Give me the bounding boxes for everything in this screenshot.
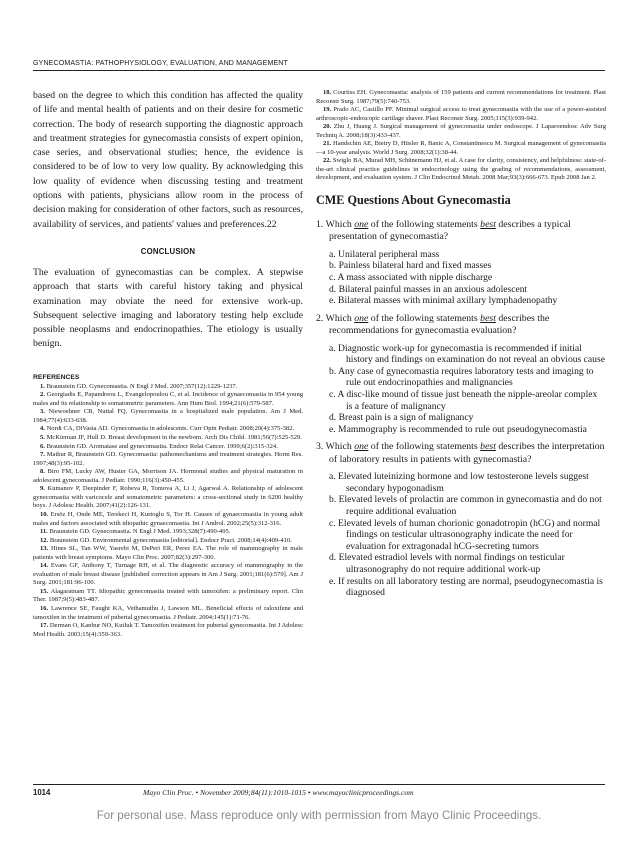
question-stem-text: of the following statements xyxy=(368,219,481,231)
question-stem-text: of the following statements xyxy=(368,312,481,324)
reference-number: 13. xyxy=(40,545,49,553)
reference-number: 8. xyxy=(40,468,45,476)
footer-rule xyxy=(33,784,605,785)
reference-text: Biro FM, Lucky AW, Huster GA, Morrison JA. Hormonal studies and physical maturation in adolescent gynecomastia. J Pediatr. 1990;116(3):450-455. xyxy=(33,468,303,484)
reference-text: Niewoehner CB, Nuttal FQ. Gynecomastia in a hospitalized male population. Am J Med. 1984;77(4):633-638. xyxy=(33,408,303,424)
reference-text: Kumanov P, Deepinder F, Robeva R, Tomova A, Li J, Agarwal A. Relationship of adolescent gynecomastia with varicocele and somatometric parameters: a cross-sectional study in 6200 healthy boys. J Adolesc Health. 2007;41(2):126-131. xyxy=(33,485,303,510)
question-emphasis: one xyxy=(354,441,369,453)
reference-number: 7. xyxy=(40,451,45,459)
answer-option: e. Mammography is recommended to rule out pseudogynecomastia xyxy=(329,423,587,435)
question-emphasis: one xyxy=(354,219,369,231)
reference-text: Georgiadis E, Papandreou L, Evangelopoulou C, et al. Incidence of gynaecomastia in 954 young males and its relationship to somatometric parameters. Ann Hum Biol. 1994;21(6):579-587. xyxy=(33,391,303,407)
answer-option: c. A mass associated with nipple discharge xyxy=(329,272,493,284)
question-stem-text: 1. Which xyxy=(316,219,355,231)
reference-list-right xyxy=(316,89,606,183)
running-head: GYNECOMASTIA: PATHOPHYSIOLOGY, EVALUATION, AND MANAGEMENT xyxy=(33,59,288,67)
reference-text: Derman O, Kanbur NO, Kutluk T. Tamoxifen treatment for pubertal gynecomastia. Int J Adolesc Med Health. 2003;15(4):359-363. xyxy=(33,622,303,638)
page-footer xyxy=(33,788,605,802)
reference-text: Mathur R, Braunstein GD. Gynecomastia: pathomechanisms and treatment strategies. Horm Res. 1997;48(3):95-102. xyxy=(33,451,303,467)
question-stem xyxy=(316,313,606,338)
reference-number: 12. xyxy=(40,536,49,544)
reference-text: Nordt CA, DiVasta AD. Gynecomastia in adolescents. Curr Opin Pediatr. 2008;20(4):375-382. xyxy=(46,425,295,433)
reference-item xyxy=(33,391,303,408)
question-stem xyxy=(316,441,606,466)
reference-item xyxy=(316,89,606,106)
reference-number: 16. xyxy=(40,604,49,612)
permission-notice: For personal use. Mass reproduce only with permission from Mayo Clinic Proceedings. xyxy=(96,809,542,822)
answer-option: c. A disc-like mound of tissue just beneath the nipple-areolar complex is a feature of malignancy xyxy=(329,388,598,412)
reference-item xyxy=(33,545,303,562)
answer-option: c. Elevated levels of human chorionic gonadotropin (hCG) and normal findings on testicular ultrasonography indicate the need for evaluation for extragonadal hCG-secreting tumors xyxy=(329,517,601,552)
reference-text: Zhu J, Huang J. Surgical management of gynecomastia under endoscope. J Laparoendosc Adv Surg Techniq A. 2008;18(3):433-437. xyxy=(316,123,606,139)
reference-number: 10. xyxy=(40,510,49,518)
reference-text: McKiernan JF, Hull D. Breast development in the newborn. Arch Dis Child. 1981;56(7):525-529. xyxy=(46,434,302,442)
question-stem-text: 2. Which xyxy=(316,312,355,324)
reference-item xyxy=(33,383,303,392)
reference-text: Braunstein GD. Environmental gynecomastia [editorial]. Endocr Pract. 2008;14(4):409-410. xyxy=(49,536,292,544)
reference-number: 11. xyxy=(40,528,48,536)
answer-option: b. Painless bilateral hard and fixed masses xyxy=(329,260,492,272)
reference-number: 20. xyxy=(323,123,332,131)
reference-item xyxy=(33,622,303,639)
reference-number: 4. xyxy=(40,425,45,433)
cme-heading: CME Questions About Gynecomastia xyxy=(316,193,511,208)
reference-list-left xyxy=(33,383,303,639)
reference-number: 15. xyxy=(40,587,49,595)
reference-item xyxy=(33,408,303,425)
answer-option: d. Elevated estradiol levels with normal findings on testicular ultrasonography do not require additional work-up xyxy=(329,552,565,575)
reference-number: 9. xyxy=(40,485,45,493)
reference-text: Swiglo BA, Murad MH, Schünemann HJ, et al. A case for clarity, consistency, and helpfulness: state-of-the-art clinical practice guidelines in endocrinology using the grading of recommendations, assessment, development, and evaluation system. J Clin Endocrinol Metab. 2008 Mar;93(3):666-673. Epub 2008 Jan 2. xyxy=(316,157,606,182)
question-emphasis: best xyxy=(480,441,496,453)
reference-text: Prado AC, Castillo PF. Minimal surgical access to treat gynecomastia with the use of a power-assisted arthroscopic-endoscopic cartilage shaver. Plast Reconstr Surg. 2005;115(3):939-942. xyxy=(316,106,606,122)
reference-item xyxy=(33,528,303,537)
reference-text: Braunstein GD. Gynecomastia. N Engl J Med. 2007;357(12):1229-1237. xyxy=(46,382,238,390)
reference-number: 19. xyxy=(323,106,332,114)
answer-option: a. Diagnostic work-up for gynecomastia is recommended if initial history and findings on examination do not reveal an obvious cause xyxy=(329,342,605,366)
reference-item xyxy=(316,157,606,183)
question-stem xyxy=(316,219,606,244)
answer-option: b. Elevated levels of prolactin are common in gynecomastia and do not require additional evaluation xyxy=(329,494,602,517)
body-paragraph: based on the degree to which this condition has affected the quality of life and mental health of patients and on their desire for cosmetic correction. The body of research supporting the diagnostic approach and treatment strategies for gynecomastia consists of expert opinion, case series, and observational studies; hence, the evidence is considered to be of low to very low quality. By acknowledging this low quality of evidence when discussing testing and treatment options with patients, physicians allow room in the process of decision making for consideration of other factors, such as resources, availability of services, and patients' values and preferences.22 xyxy=(33,90,303,230)
reference-number: 5. xyxy=(40,434,45,442)
page-number: 1014 xyxy=(33,788,51,797)
question-stem-text: describes the interpretation of laboratory results in patients with gynecomastia? xyxy=(329,441,605,465)
reference-text: Lawrence SE, Faught KA, Vethamuthu J, Lawson ML. Beneficial effects of raloxifene and tamoxifen in the treatment of pubertal gynecomastia. J Pediatr. 2004;145(1):71-76. xyxy=(33,604,303,621)
journal-citation-line: Mayo Clin Proc. • November 2009;84(11):1010-1015 • www.mayoclinicproceedings.com xyxy=(143,788,414,797)
answer-option: a. Unilateral peripheral mass xyxy=(329,248,440,260)
reference-text: Handschin AE, Bietry D, Hüsler R, Banic A, Constantinescu M. Surgical management of gynecomastia—a 10-year analysis. World J Surg. 2008;32(1):38-44. xyxy=(316,140,606,156)
reference-item xyxy=(316,140,606,157)
reference-item xyxy=(33,468,303,485)
reference-text: Braunstein GD. Gynecomastia. N Engl J Med. 1993;328(7):490-495. xyxy=(49,528,231,536)
cme-question xyxy=(316,441,606,598)
question-stem-text: 3. Which xyxy=(316,441,355,453)
reference-item xyxy=(33,511,303,528)
cme-question xyxy=(316,313,606,436)
reference-number: 17. xyxy=(40,622,49,630)
answer-option: d. Breast pain is a sign of malignancy xyxy=(329,412,474,424)
header-rule xyxy=(33,70,605,71)
reference-text: Courtiss EH. Gynecomastia: analysis of 159 patients and current recommendations for treatment. Plast Reconstr Surg. 1987;79(5):740-753. xyxy=(316,89,606,105)
cme-question-list xyxy=(316,219,606,599)
question-stem-text: describes the recommendations for gynecomastia evaluation? xyxy=(329,312,550,337)
reference-item xyxy=(33,562,303,588)
reference-number: 18. xyxy=(323,89,332,96)
reference-number: 1. xyxy=(40,382,45,390)
reference-item xyxy=(33,443,303,452)
reference-text: Braunstein GD. Aromatase and gynecomastia. Endocr Relat Cancer. 1999;6(2):315-324. xyxy=(46,442,278,450)
cme-question xyxy=(316,219,606,307)
left-column xyxy=(33,89,303,639)
reference-item xyxy=(316,123,606,140)
conclusion-heading: CONCLUSION xyxy=(140,246,196,256)
reference-item xyxy=(33,588,303,605)
right-column xyxy=(316,89,606,605)
question-stem-text: describes a typical presentation of gynecomastia? xyxy=(329,219,571,243)
reference-item xyxy=(316,106,606,123)
reference-text: Ersöz H, Onde ME, Terekeci H, Kurtoglu S, Tor H. Causes of gynaecomastia in young adult males and factors associated with idiopathic gynaecomastia. Int J Androl. 2002;25(5):312-316. xyxy=(33,510,303,527)
reference-item xyxy=(33,451,303,468)
answer-option: e. Bilateral masses with minimal axillary lymphadenopathy xyxy=(329,295,558,307)
answer-option: a. Elevated luteinizing hormone and low testosterone levels suggest secondary hypogonadism xyxy=(329,471,589,494)
answer-option: b. Any case of gynecomastia requires laboratory tests and imaging to rule out endocrinopathies and malignancies xyxy=(329,365,594,389)
reference-item xyxy=(33,425,303,434)
reference-number: 6. xyxy=(40,442,45,450)
answer-option: e. If results on all laboratory testing are normal, pseudogynecomastia is diagnosed xyxy=(329,575,603,599)
question-emphasis: best xyxy=(480,312,496,324)
reference-item xyxy=(33,537,303,546)
conclusion-paragraph: The evaluation of gynecomastias can be complex. A stepwise approach that starts with careful history taking and physical examination may obviate the need for extensive work-up. Subsequent selective imaging and laboratory testing help exclude possible neoplasms and endocrinopathies. The etiology is usually benign. xyxy=(33,266,303,350)
reference-item xyxy=(33,434,303,443)
reference-number: 2. xyxy=(40,391,45,399)
question-emphasis: best xyxy=(480,219,496,231)
reference-text: Hines SL, Tan WW, Yasrebi M, DePeri ER, Perez EA. The role of mammography in male patients with breast symptoms. Mayo Clin Proc. 2007;82(3):297-300. xyxy=(33,545,303,561)
reference-number: 22. xyxy=(323,157,332,165)
reference-item xyxy=(33,605,303,622)
answer-option: d. Bilateral painful masses in an anxious adolescent xyxy=(329,283,528,295)
reference-text: Alagaratnam TT. Idiopathic gynecomastia treated with tamoxifen: a preliminary report. Clin Ther. 1987;9(5):483-487. xyxy=(33,587,303,604)
reference-number: 14. xyxy=(40,562,49,570)
reference-text: Evans GF, Anthony T, Turnage RH, et al. The diagnostic accuracy of mammography in the evaluation of male breast disease [published correction appears in Am J Surg. 2001;181(6):579]. Am J Surg. 2001;181:96-100. xyxy=(33,562,303,587)
references-heading: REFERENCES xyxy=(33,373,80,381)
question-stem-text: of the following statements xyxy=(368,441,481,453)
question-emphasis: one xyxy=(354,312,369,324)
reference-number: 21. xyxy=(323,140,332,148)
reference-item xyxy=(33,485,303,511)
reference-number: 3. xyxy=(40,408,45,416)
